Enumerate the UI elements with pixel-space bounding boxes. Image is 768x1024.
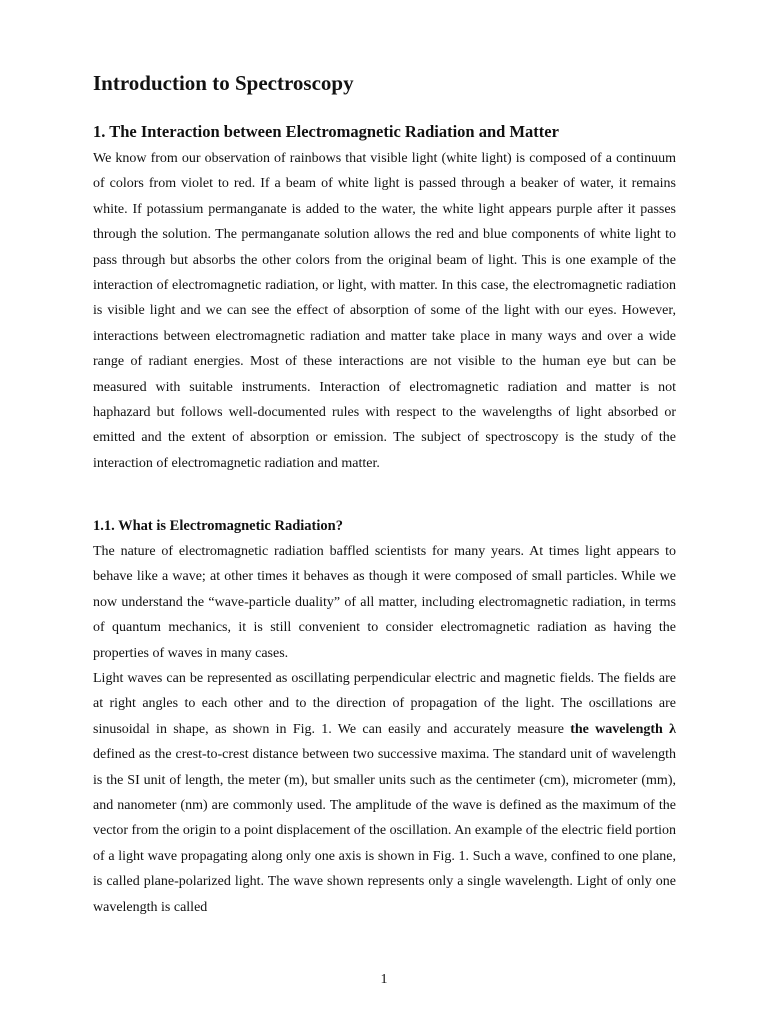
paragraph-light-waves (93, 666, 676, 920)
paragraph-wave-particle: The nature of electromagnetic radiation baffled scientists for many years. At times light appears to behave like a wave; at other times it behaves as though it were composed of small particles. While we now understand the “wave-particle duality” of all matter, including electromagnetic radiation, in terms of quantum mechanics, it is still convenient to consider electromagnetic radiation as having the properties of waves in many cases. (93, 544, 676, 661)
section-heading-em-radiation: 1.1. What is Electromagnetic Radiation? (93, 518, 343, 534)
paragraph-light-waves-rest: defined as the crest-to-crest distance between two successive maxima. The standard unit of wavelength is the SI unit of length, the meter (m), but smaller units such as the centimeter (cm), micrometer (mm), and nanometer (nm) are commonly used. The amplitude of the wave is defined as the maximum of the vector from the origin to a point displacement of the oscillation. An example of the electric field portion of a light wave propagating along only one axis is shown in Fig. 1. Such a wave, confined to one plane, is called plane-polarized light. The wave shown represents only a single wavelength. Light of only one wavelength is called (93, 747, 676, 915)
section-heading-interaction: 1. The Interaction between Electromagnetic Radiation and Matter (93, 122, 559, 141)
document-title: Introduction to Spectroscopy (93, 71, 354, 95)
page-number: 1 (380, 972, 388, 987)
paragraph-light-waves-intro: Light waves can be represented as oscillating perpendicular electric and magnetic fields. The fields are at right angles to each other and to the direction of propagation of the light. The oscillations are sinusoidal in shape, as shown in Fig. 1. We can easily and accurately measure (93, 671, 676, 737)
section-paragraph-interaction: We know from our observation of rainbows that visible light (white light) is composed of a continuum of colors from violet to red. If a beam of white light is passed through a beaker of water, it remains white. If potassium permanganate is added to the water, the white light appears purple after it passes through the solution. The permanganate solution allows the red and blue components of white light to pass through but absorbs the other colors from the original beam of light. This is one example of the interaction of electromagnetic radiation, or light, with matter. In this case, the electromagnetic radiation is visible light and we can see the effect of absorption of some of the light with our eyes. However, interactions between electromagnetic radiation and matter take place in many ways and over a wide range of radiant energies. Most of these interactions are not visible to the human eye but can be measured with suitable instruments. Interaction of electromagnetic radiation and matter is not haphazard but follows well-documented rules with respect to the wavelengths of light absorbed or emitted and the extent of absorption or emission. The subject of spectroscopy is the study of the interaction of electromagnetic radiation and matter. (93, 151, 676, 471)
wavelength-term: the wavelength λ (570, 721, 676, 737)
